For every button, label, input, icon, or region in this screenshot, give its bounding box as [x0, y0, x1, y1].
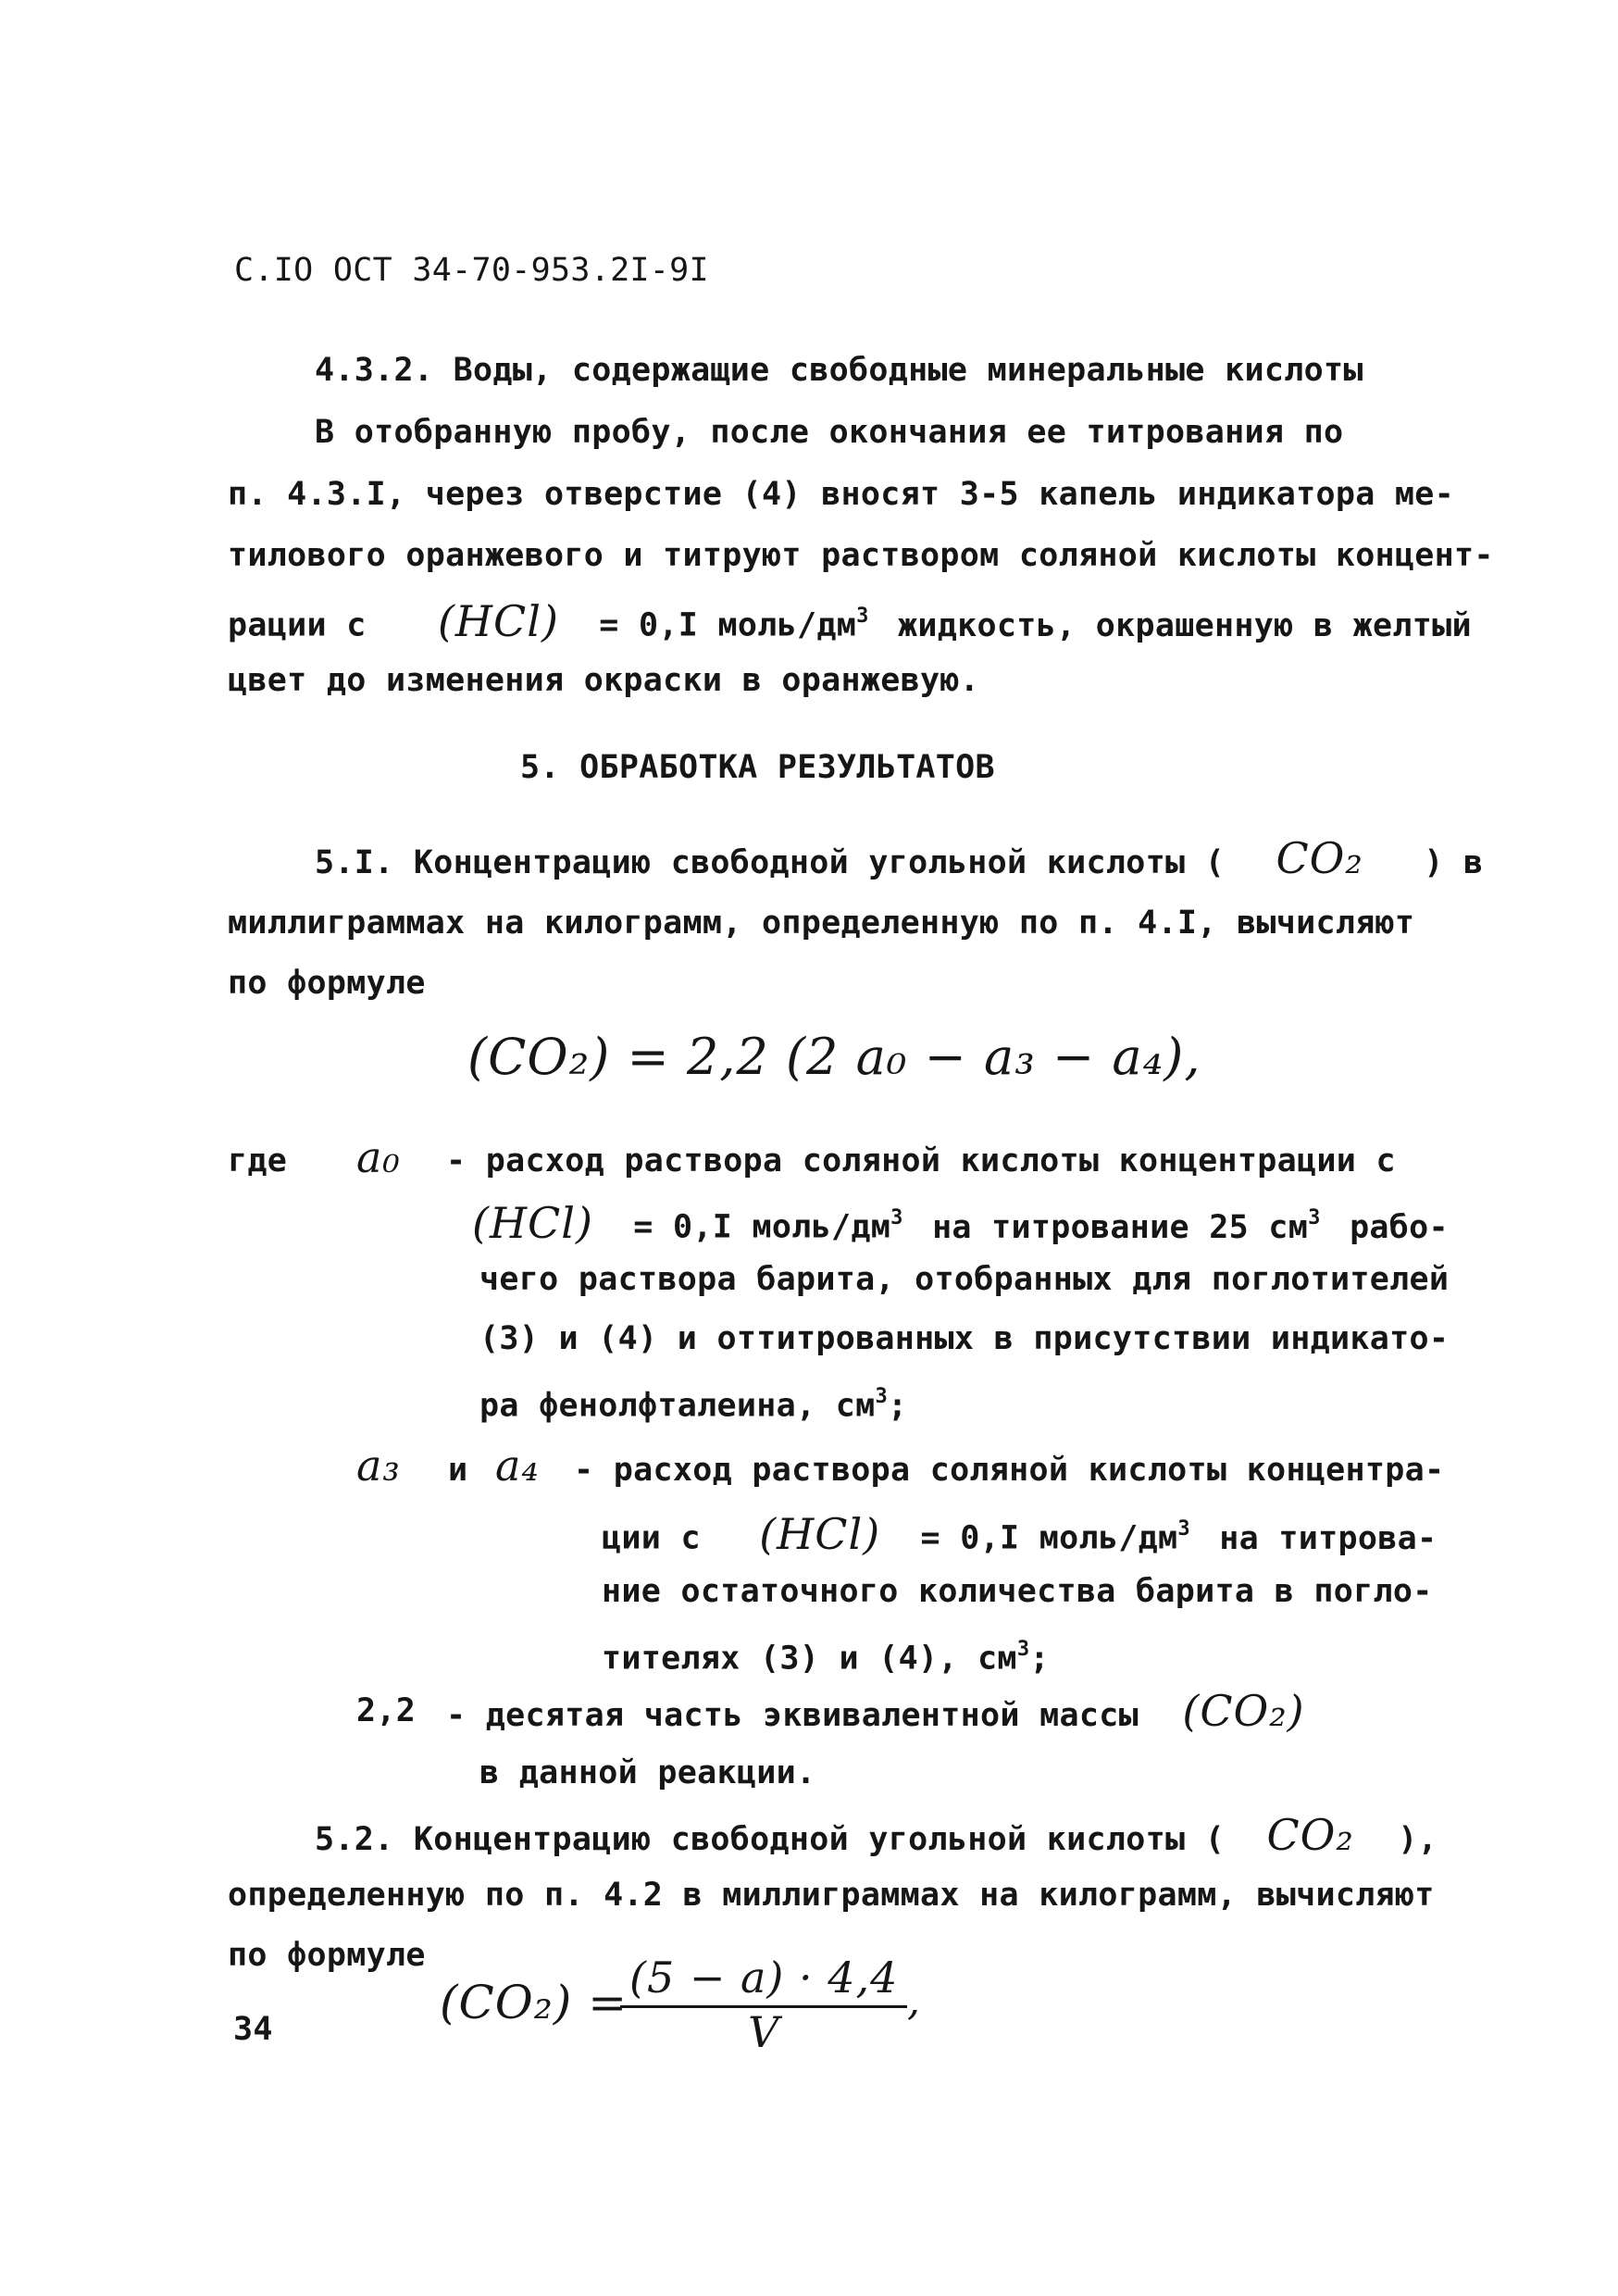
superscript: 3	[1016, 1638, 1030, 1661]
text: = 0,I моль/дм	[599, 606, 857, 644]
definition-a0-line	[472, 1197, 1449, 1248]
superscript: 3	[875, 1385, 888, 1408]
hcl-formula: (HCl)	[759, 1508, 881, 1559]
text: рации с	[228, 606, 367, 644]
definition-2-2-line: в данной реакции.	[479, 1754, 816, 1791]
section-4-3-2-title: 4.3.2. Воды, содержащие свободные минеральные кислоты	[315, 352, 1363, 389]
definition-a3-a4-line: ние остаточного количества барита в погло-	[602, 1573, 1433, 1610]
text: ции с	[602, 1519, 701, 1557]
hcl-formula: (HCl)	[472, 1197, 593, 1248]
text: ;	[887, 1387, 908, 1425]
definition-a0-line: (3) и (4) и оттитрованных в присутствии индикато-	[479, 1320, 1450, 1357]
definition-a0-line	[479, 1379, 907, 1427]
paragraph-line: миллиграммах на килограмм, определенную по п. 4.I, вычисляют	[228, 905, 1415, 942]
text: = 0,I моль/дм	[920, 1519, 1178, 1557]
hcl-formula: (HCl)	[437, 595, 559, 646]
text: ) в	[1424, 844, 1484, 881]
text: = 0,I моль/дм	[633, 1208, 891, 1246]
paragraph-line: тилового оранжевого и титруют раствором соляной кислоты концент-	[228, 537, 1494, 574]
text: ра фенолфталеина, см	[479, 1387, 876, 1425]
text: жидкость, окрашенную в желтый	[898, 606, 1472, 644]
variable-a3: a₃	[356, 1441, 401, 1491]
co2-formula: (CO₂)	[1182, 1686, 1305, 1736]
text: рабо-	[1350, 1208, 1449, 1246]
superscript: 3	[1308, 1206, 1321, 1229]
formula-co2-calculation: (CO₂) = 2,2 (2 a₀ − a₃ − a₄),	[467, 1028, 1201, 1086]
text: ;	[1029, 1640, 1050, 1678]
superscript: 3	[1177, 1517, 1190, 1541]
text: ),	[1398, 1821, 1438, 1858]
definition-a3-a4-line	[602, 1631, 1050, 1679]
paragraph-line: В отобранную пробу, после окончания ее титрования по	[315, 414, 1344, 451]
text: 5.I. Концентрацию свободной угольной кислоты (	[315, 844, 1226, 881]
document-reference: С.IO ОСТ 34-70-953.2I-9I	[234, 252, 709, 289]
paragraph-line: определенную по п. 4.2 в миллиграммах на килограмм, вычисляют	[228, 1877, 1435, 1914]
where-label: где	[228, 1142, 288, 1179]
co2-formula: CO₂	[1266, 1810, 1354, 1860]
paragraph-line: по формуле	[228, 1937, 426, 1974]
superscript: 3	[890, 1206, 903, 1229]
paragraph-line-hcl	[228, 595, 1472, 646]
paragraph-line: цвет до изменения окраски в оранжевую.	[228, 662, 980, 699]
paragraph-line: п. 4.3.I, через отверстие (4) вносят 3-5 капель индикатора ме-	[228, 476, 1455, 513]
definition-2-2-line	[446, 1686, 1305, 1736]
formula-co2-lhs: (CO₂) =	[440, 1976, 629, 2029]
definition-a3-a4-line	[602, 1508, 1438, 1559]
value-2-2: 2,2	[356, 1692, 417, 1729]
paragraph-5-1-line	[315, 833, 1484, 883]
definition-a0-line: - расход раствора соляной кислоты концентрации с	[446, 1142, 1396, 1179]
formula-co2-fraction	[620, 1953, 907, 2056]
variable-a0: a₀	[356, 1132, 401, 1182]
variable-a4: a₄	[495, 1441, 540, 1491]
text: - десятая часть эквивалентной массы	[446, 1697, 1139, 1734]
definition-a0-line: чего раствора барита, отобранных для поглотителей	[479, 1261, 1450, 1298]
section-5-heading: 5. ОБРАБОТКА РЕЗУЛЬТАТОВ	[520, 749, 995, 786]
fraction-denominator: V	[748, 2007, 780, 2057]
fraction-numerator: (5 − a) · 4,4	[620, 1953, 907, 2008]
text: тителях (3) и (4), см	[602, 1640, 1017, 1678]
superscript: 3	[856, 605, 869, 628]
text: на титрование 25 см	[932, 1208, 1309, 1246]
text: 5.2. Концентрацию свободной угольной кислоты (	[315, 1821, 1226, 1858]
text: на титрова-	[1219, 1519, 1438, 1557]
paragraph-5-2-line	[315, 1810, 1438, 1860]
conjunction: и	[448, 1452, 468, 1489]
page-number: 34	[233, 2011, 273, 2048]
formula-tail: ,	[907, 1978, 921, 2025]
definition-a3-a4-line: - расход раствора соляной кислоты концентра-	[574, 1452, 1445, 1489]
paragraph-line: по формуле	[228, 965, 426, 1002]
co2-formula: CO₂	[1276, 833, 1363, 883]
